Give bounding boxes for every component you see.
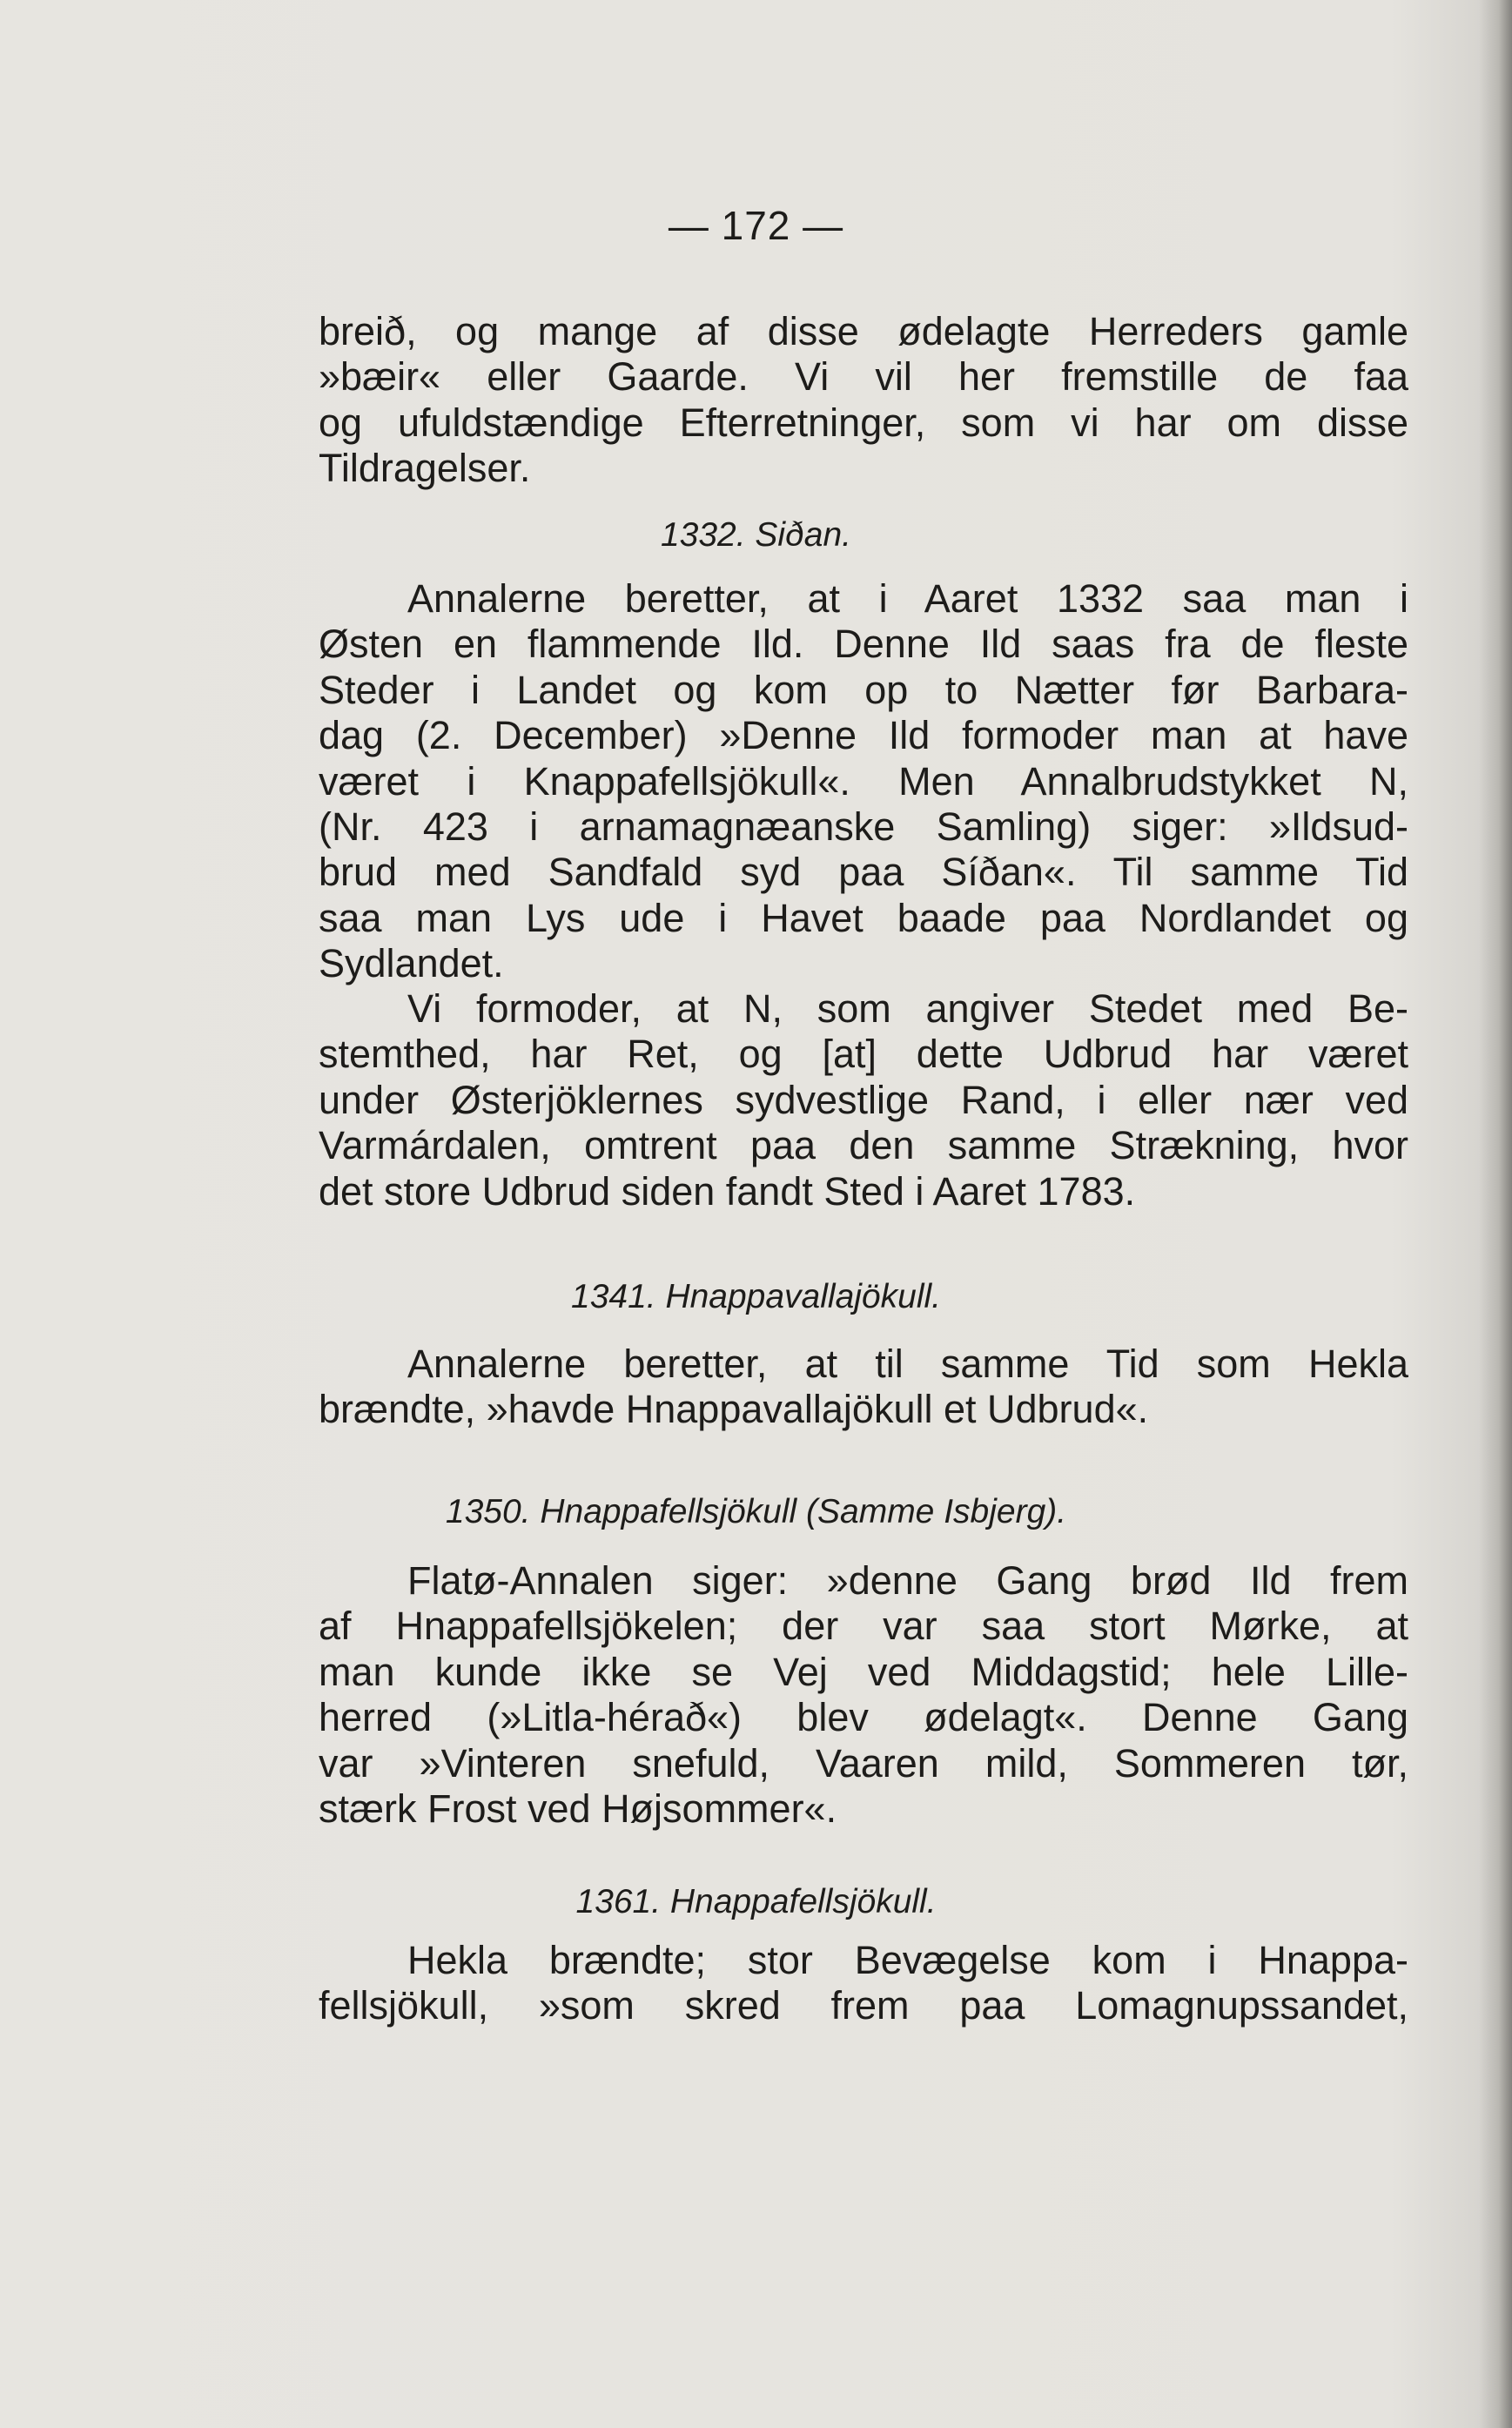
continuation-paragraph <box>319 309 1408 492</box>
text-line: det store Udbrud siden fandt Sted i Aaret 1783. <box>319 1168 1136 1214</box>
section-1361-paragraph <box>319 1938 1408 2029</box>
text-line: stærk Frost ved Højsommer«. <box>319 1786 837 1832</box>
text-line: Annalerne beretter, at til samme Tid som Hekla <box>407 1342 1408 1386</box>
section-heading-1332: 1332. Siðan. <box>660 516 851 554</box>
text-line: »bæir« eller Gaarde. Vi vil her fremstille de faa <box>319 354 1408 400</box>
section-heading-1341: 1341. Hnappavallajökull. <box>571 1278 941 1315</box>
text-line: Vi formoder, at N, som angiver Stedet med Be- <box>407 986 1408 1031</box>
section-1332-paragraph-2 <box>319 986 1408 1214</box>
text-line: herred (»Litla-hérað«) blev ødelagt«. Denne Gang <box>319 1695 1408 1740</box>
text-line: Østen en flammende Ild. Denne Ild saas fra de fleste <box>319 622 1408 667</box>
text-line: og ufuldstændige Efterretninger, som vi har om disse <box>319 400 1408 445</box>
text-line: Flatø-Annalen siger: »denne Gang brød Ild frem <box>407 1558 1408 1603</box>
text-line: breið, og mange af disse ødelagte Herreders gamle <box>319 309 1408 353</box>
text-line: Sydlandet. <box>319 941 504 986</box>
text-line: af Hnappafellsjökelen; der var saa stort Mørke, at <box>319 1604 1408 1649</box>
page-number: — 172 — <box>668 203 844 248</box>
section-heading-1350: 1350. Hnappafellsjökull (Samme Isbjerg). <box>445 1493 1067 1530</box>
text-line: stemthed, har Ret, og [at] dette Udbrud har været <box>319 1032 1408 1077</box>
text-line: Steder i Landet og kom op to Nætter før Barbara- <box>319 667 1408 712</box>
text-line: dag (2. December) »Denne Ild formoder man at have <box>319 713 1408 758</box>
text-line: Hekla brændte; stor Bevægelse kom i Hnappa- <box>407 1938 1408 1982</box>
section-1341-paragraph <box>319 1342 1408 1433</box>
text-line: været i Knappafellsjökull«. Men Annalbrudstykket N, <box>319 758 1408 804</box>
text-line: (Nr. 423 i arnamagnæanske Samling) siger: »Ildsud- <box>319 804 1408 850</box>
text-line: man kunde ikke se Vej ved Middagstid; hele Lille- <box>319 1649 1408 1694</box>
section-1350-paragraph <box>319 1558 1408 1832</box>
section-1332-paragraph-1 <box>319 576 1408 987</box>
text-line: Tildragelser. <box>319 446 531 491</box>
text-line: Varmárdalen, omtrent paa den samme Strækning, hvor <box>319 1123 1408 1168</box>
text-line: saa man Lys ude i Havet baade paa Nordlandet og <box>319 895 1408 940</box>
text-line: Annalerne beretter, at i Aaret 1332 saa man i <box>407 576 1408 621</box>
text-line: fellsjökull, »som skred frem paa Lomagnupssandet, <box>319 1983 1408 2028</box>
section-heading-1361: 1361. Hnappafellsjökull. <box>575 1883 937 1920</box>
text-line: var »Vinteren snefuld, Vaaren mild, Sommeren tør, <box>319 1740 1408 1786</box>
text-line: under Østerjöklernes sydvestlige Rand, i eller nær ved <box>319 1077 1408 1122</box>
text-line: brud med Sandfald syd paa Síðan«. Til samme Tid <box>319 850 1408 895</box>
text-line: brændte, »havde Hnappavallajökull et Udbrud«. <box>319 1387 1149 1432</box>
page-edge-shadow <box>1479 0 1512 2428</box>
